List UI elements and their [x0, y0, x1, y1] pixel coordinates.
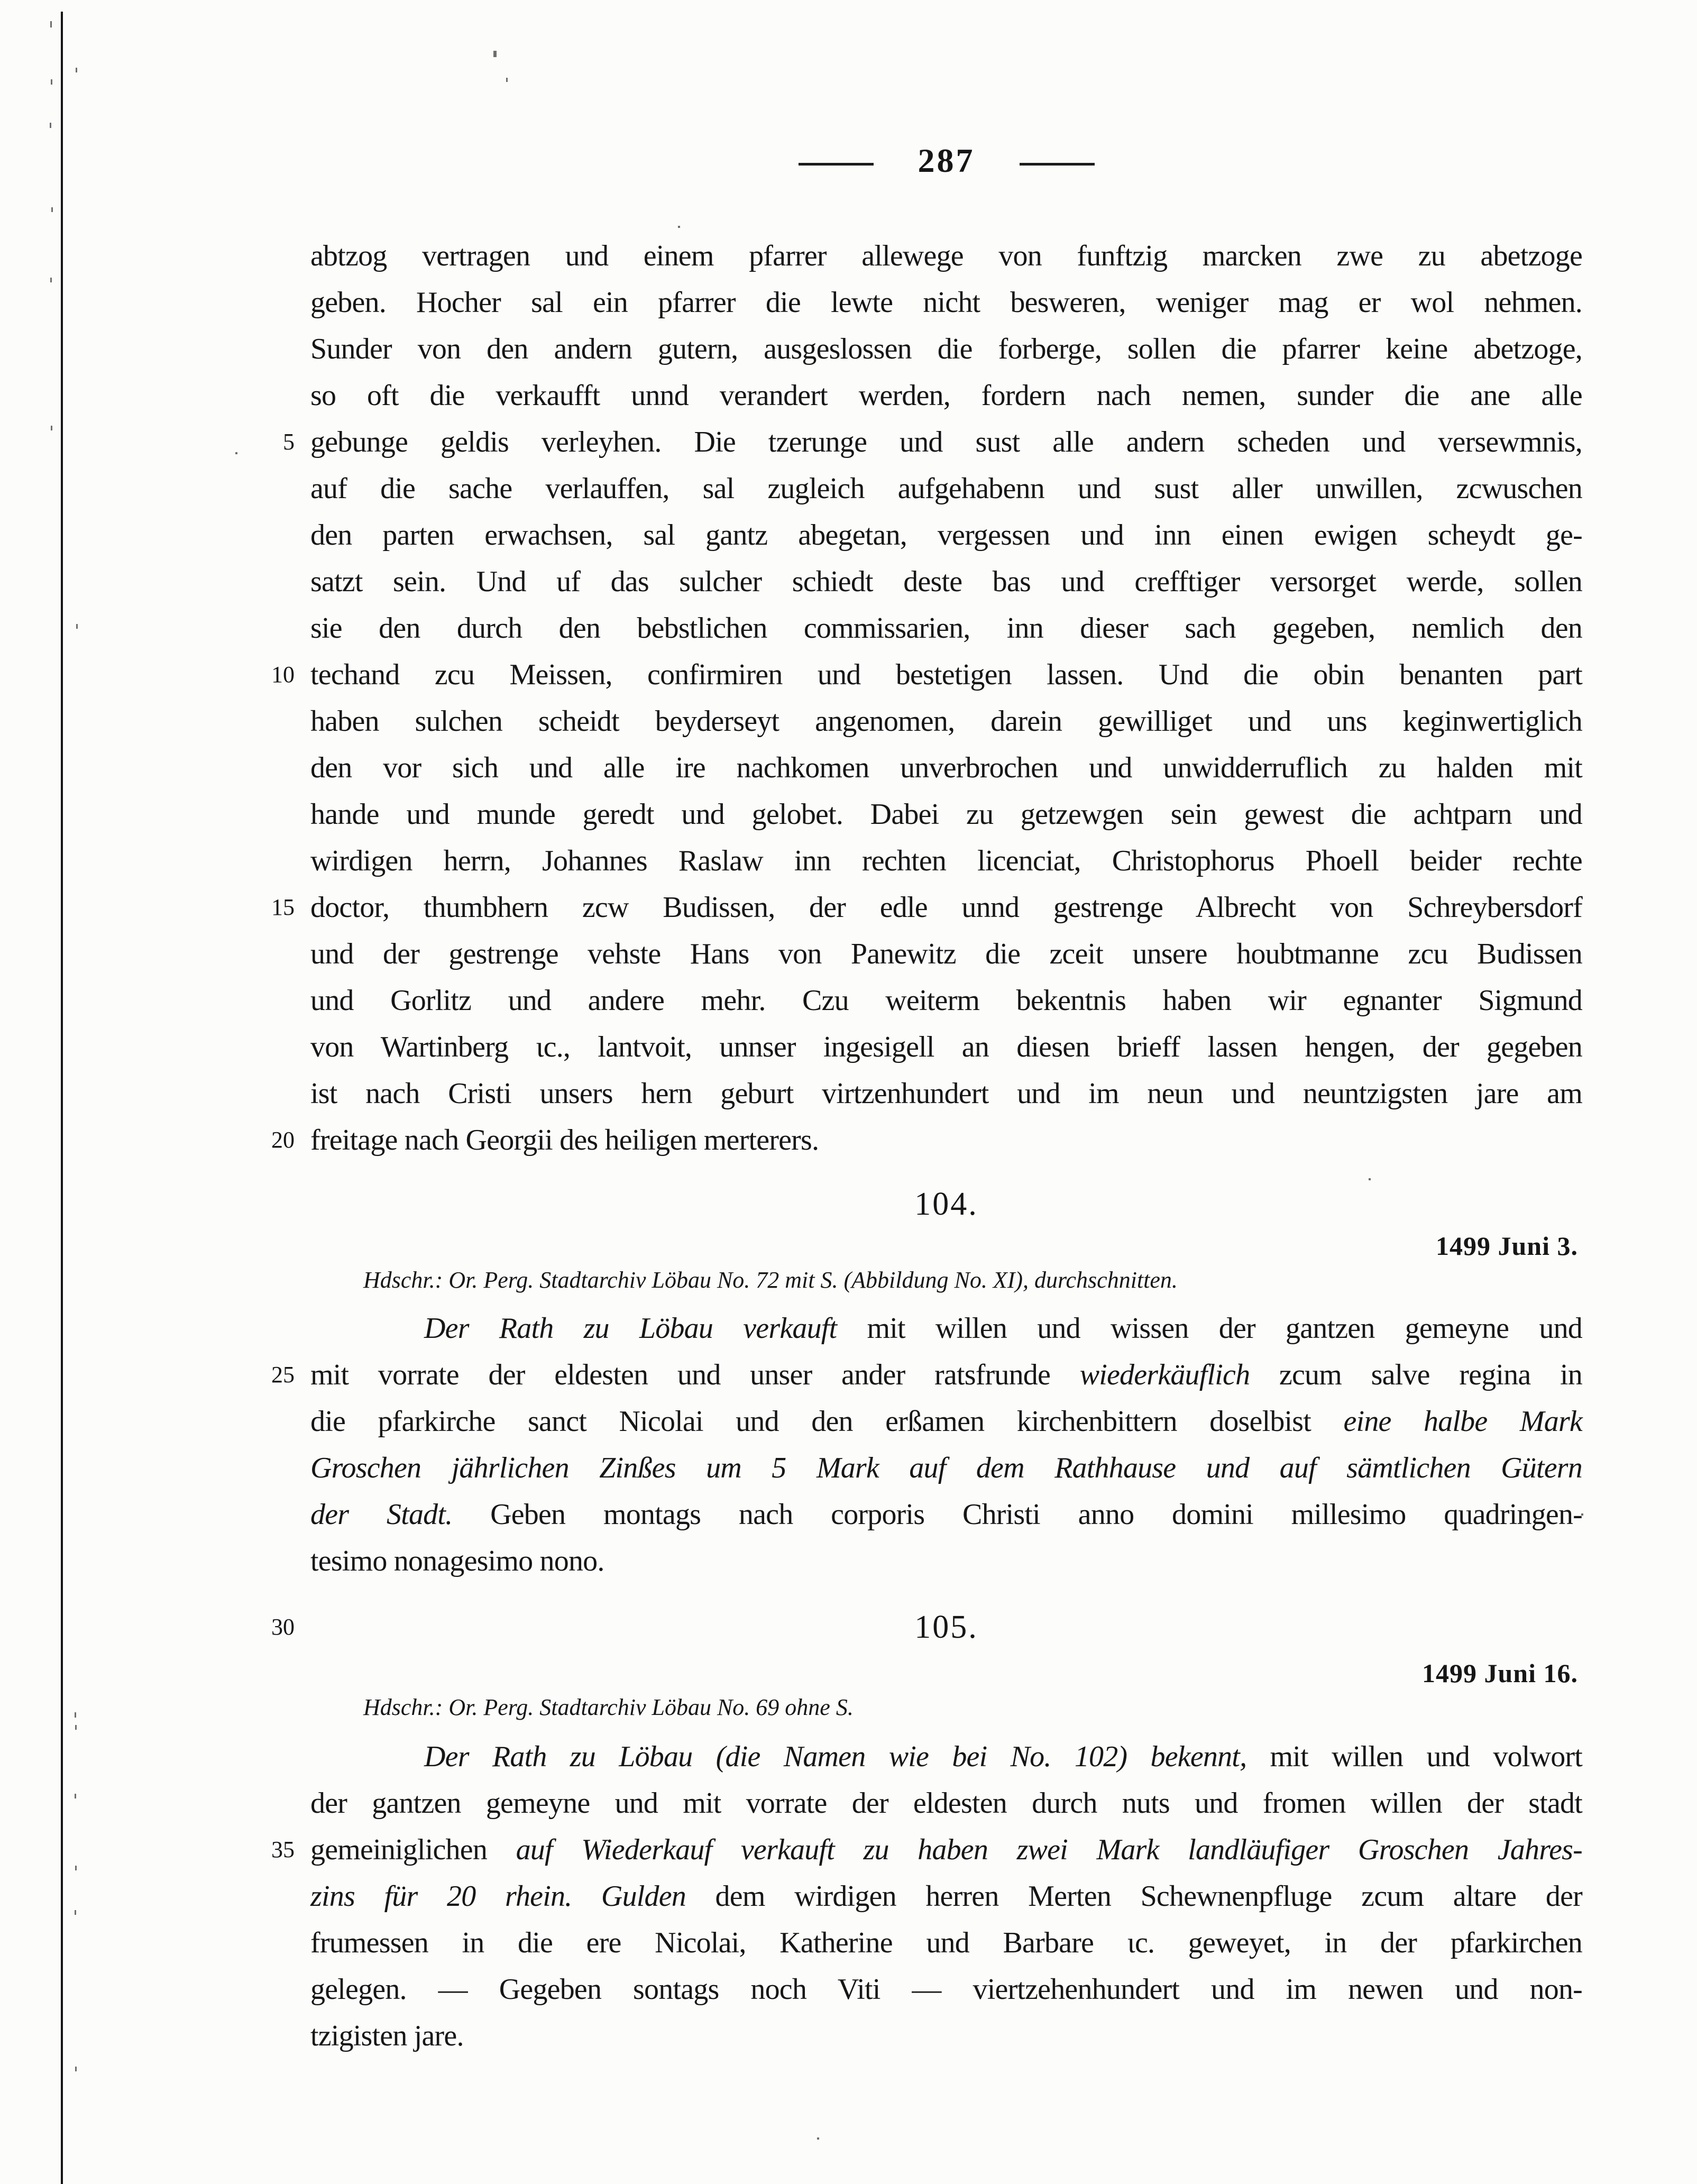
text-line [222, 1733, 1582, 1780]
italic-segment: auf Wiederkauf verkauft zu haben zwei Mark landläufiger Groschen Jahres- [516, 1833, 1582, 1866]
line-number [222, 1185, 310, 1224]
line-text [310, 1024, 1582, 1070]
line-text [310, 1538, 1582, 1584]
text-line [222, 1920, 1582, 1966]
text-line [222, 233, 1582, 279]
text-line [222, 977, 1582, 1024]
line-text [310, 745, 1582, 791]
text-line [222, 558, 1582, 605]
line-number [222, 465, 310, 512]
line-text [310, 791, 1582, 838]
scan-speck [75, 1794, 76, 1798]
line-text [310, 1873, 1582, 1920]
roman-segment: haben sulchen scheidt beyderseyt angenomen, darein gewilliget und uns keginwertiglich [310, 705, 1582, 738]
line-text [310, 279, 1582, 326]
roman-segment: gelegen. — Gegeben sontags noch Viti — viertzehenhundert und im newen und non- [310, 1973, 1582, 2006]
source-row [222, 1264, 1582, 1297]
text-line [222, 1445, 1582, 1491]
text-line [222, 1780, 1582, 1827]
line-number [222, 1491, 310, 1538]
text-line [222, 931, 1582, 977]
line-text [310, 1491, 1582, 1538]
page-header [310, 144, 1582, 178]
line-number [222, 233, 310, 279]
line-text [310, 1117, 1582, 1163]
scan-speck [506, 78, 508, 82]
text-line [222, 838, 1582, 884]
line-text [310, 698, 1582, 745]
line-number [222, 1966, 310, 2013]
line-number [222, 791, 310, 838]
line-number [222, 372, 310, 419]
scan-edge-line [61, 12, 63, 2184]
scan-speck [76, 624, 78, 629]
line-text [310, 233, 1582, 279]
scan-speck [75, 1866, 77, 1870]
roman-segment: sie den durch den bebstlichen commissarien, inn dieser sach gegeben, nemlich den [310, 612, 1582, 645]
line-number [222, 1873, 310, 1920]
line-text [310, 931, 1582, 977]
roman-segment: so oft die verkaufft unnd verandert werden, fordern nach nemen, sunder die ane alle [310, 379, 1582, 412]
date-row [222, 1231, 1582, 1261]
roman-segment: satzt sein. Und uf das sulcher schiedt deste bas und crefftiger versorget werde, sollen [310, 565, 1582, 598]
line-number [222, 698, 310, 745]
text-line [222, 279, 1582, 326]
line-text [310, 651, 1582, 698]
paragraph-gap [222, 1584, 1582, 1608]
roman-segment: freitage nach Georgii des heiligen merterers. [310, 1124, 819, 1157]
text-line [222, 1966, 1582, 2013]
line-number [222, 838, 310, 884]
italic-segment: eine halbe Mark [1343, 1405, 1582, 1438]
roman-segment: abtzog vertragen und einem pfarrer allewege von funftzig marcken zwe zu abetzoge [310, 240, 1582, 272]
line-text [310, 1445, 1582, 1491]
roman-segment: frumessen in die ere Nicolai, Katherine und Barbare ɩc. geweyet, in der pfarkirchen [310, 1926, 1582, 1959]
line-number [222, 326, 310, 372]
roman-segment: doctor, thumbhern zcw Budissen, der edle unnd gestrenge Albrecht von Schreybersdorf [310, 891, 1582, 924]
roman-segment: und der gestrenge vehste Hans von Panewitz die zceit unsere houbtmanne zcu Budissen [310, 938, 1582, 970]
section-heading: 104. [914, 1186, 978, 1222]
line-text [310, 1352, 1582, 1398]
scan-speck [75, 2067, 77, 2071]
text-line [222, 372, 1582, 419]
text-line [222, 1352, 1582, 1398]
line-number [222, 1264, 310, 1297]
scan-speck [51, 207, 53, 212]
header-dash-right [1020, 163, 1095, 166]
roman-segment: zcum salve regina in [1250, 1359, 1582, 1391]
line-number [222, 1398, 310, 1445]
heading-row [222, 1185, 1582, 1224]
scan-speck [51, 426, 52, 430]
line-text [310, 1398, 1582, 1445]
text-line [222, 605, 1582, 651]
heading-row [222, 1608, 1582, 1647]
line-text [310, 884, 1582, 931]
line-number [222, 1305, 310, 1352]
line-number [222, 605, 310, 651]
roman-segment: mit willen und volwort [1246, 1740, 1583, 1773]
text-line [222, 1070, 1582, 1117]
text-line [222, 1024, 1582, 1070]
line-text [310, 977, 1582, 1024]
line-number: 15 [271, 894, 295, 920]
roman-segment: gebunge geldis verleyhen. Die tzerunge und sust alle andern scheden und versewmnis, [310, 426, 1582, 458]
text-line [222, 651, 1582, 698]
italic-segment: Der Rath zu Löbau (die Namen wie bei No. 102) bekennt, [424, 1740, 1247, 1773]
line-number: 25 [271, 1362, 295, 1388]
text-line [222, 1873, 1582, 1920]
scan-speck [817, 2137, 819, 2140]
line-text [310, 1920, 1582, 1966]
line-text [310, 1780, 1582, 1827]
paragraph-gap [222, 1647, 1582, 1658]
italic-segment: Der Rath zu Löbau verkauft [424, 1312, 837, 1345]
text-line [222, 1538, 1582, 1584]
line-text [310, 1827, 1582, 1873]
roman-segment: dem wirdigen herren Merten Schewnenpfluge zcum altare der [686, 1880, 1582, 1913]
roman-segment: ist nach Cristi unsers hern geburt virtzenhundert und im neun und neuntzigsten jare am [310, 1077, 1582, 1110]
content [222, 233, 1582, 2059]
line-number [222, 1658, 310, 1688]
paragraph-gap [222, 1163, 1582, 1185]
roman-segment: mit vorrate der eldesten und unser ander ratsfrunde [310, 1359, 1080, 1391]
text-line [222, 745, 1582, 791]
line-text [310, 419, 1582, 465]
line-number [222, 1070, 310, 1117]
italic-segment: der Stadt. [310, 1498, 453, 1531]
text-line [222, 884, 1582, 931]
line-number [222, 512, 310, 558]
line-text [310, 1733, 1582, 1780]
scan-speck [493, 51, 497, 57]
roman-segment: geben. Hocher sal ein pfarrer die lewte nicht besweren, weniger mag er wol nehmen. [310, 286, 1582, 319]
section-heading: 105. [914, 1609, 978, 1645]
line-text [310, 372, 1582, 419]
line-text [310, 1966, 1582, 2013]
scan-speck [50, 278, 52, 282]
scan-speck [50, 21, 52, 27]
scan-speck [75, 1725, 77, 1730]
roman-segment: tesimo nonagesimo nono. [310, 1545, 604, 1577]
scan-speck [51, 79, 52, 85]
paragraph-gap [222, 1724, 1582, 1733]
text-line [222, 2013, 1582, 2059]
line-number [222, 745, 310, 791]
date-label: 1499 Juni 16. [1421, 1658, 1578, 1688]
scan-speck [50, 123, 51, 128]
text-line [222, 791, 1582, 838]
line-number: 10 [271, 662, 295, 687]
roman-segment: und Gorlitz und andere mehr. Czu weiterm bekentnis haben wir egnanter Sigmund [310, 984, 1582, 1017]
scan-speck [75, 1712, 76, 1718]
scan-speck [678, 226, 680, 228]
line-number [222, 2013, 310, 2059]
italic-segment: zins für 20 rhein. Gulden [310, 1880, 686, 1913]
line-text [310, 605, 1582, 651]
line-number: 5 [283, 429, 295, 455]
date-label: 1499 Juni 3. [1435, 1231, 1578, 1261]
line-number [222, 558, 310, 605]
text-line [222, 1827, 1582, 1873]
paragraph-gap [222, 1297, 1582, 1305]
roman-segment: wirdigen herrn, Johannes Raslaw inn rechten licenciat, Christophorus Phoell beider rechte [310, 845, 1582, 877]
roman-segment: auf die sache verlauffen, sal zugleich aufgehabenn und sust aller unwillen, zcwuschen [310, 472, 1582, 505]
text-line [222, 326, 1582, 372]
text-line [222, 1398, 1582, 1445]
text-line [222, 419, 1582, 465]
roman-segment: den vor sich und alle ire nachkomen unverbrochen und unwidderruflich zu halden mit [310, 751, 1582, 784]
line-number [222, 1733, 310, 1780]
roman-segment: gemeiniglichen [310, 1833, 516, 1866]
scan-speck [75, 1910, 76, 1915]
roman-segment: die pfarkirche sanct Nicolai und den erßamen kirchenbittern doselbist [310, 1405, 1344, 1438]
page-number: 287 [918, 142, 975, 179]
roman-segment: Sunder von den andern gutern, ausgeslossen die forberge, sollen die pfarrer keine abetzoge, [310, 333, 1582, 365]
scan-speck [76, 68, 77, 72]
line-number [222, 1691, 310, 1724]
line-number [222, 1445, 310, 1491]
text-line [222, 512, 1582, 558]
line-text [310, 512, 1582, 558]
line-text [310, 558, 1582, 605]
roman-segment: Geben montags nach corporis Christi anno domini millesimo quadringen- [452, 1498, 1582, 1531]
line-text [310, 838, 1582, 884]
line-number: 30 [271, 1614, 295, 1640]
text-line [222, 698, 1582, 745]
line-text [310, 1305, 1582, 1352]
line-number [222, 1024, 310, 1070]
roman-segment: tzigisten jare. [310, 2020, 464, 2052]
source-note: Hdschr.: Or. Perg. Stadtarchiv Löbau No. 69 ohne S. [363, 1694, 854, 1720]
date-row [222, 1658, 1582, 1688]
text-line [222, 1305, 1582, 1352]
roman-segment: techand zcu Meissen, confirmiren und bestetigen lassen. Und die obin benanten part [310, 658, 1582, 691]
line-number: 20 [271, 1127, 295, 1153]
italic-segment: wiederkäuflich [1079, 1359, 1250, 1391]
line-number [222, 1231, 310, 1261]
roman-segment: der gantzen gemeyne und mit vorrate der eldesten durch nuts und fromen willen der stadt [310, 1787, 1582, 1820]
paragraph-gap [222, 1224, 1582, 1231]
line-number [222, 1920, 310, 1966]
source-note: Hdschr.: Or. Perg. Stadtarchiv Löbau No. 72 mit S. (Abbildung No. XI), durchschnitten. [363, 1267, 1178, 1293]
line-number [222, 279, 310, 326]
text-line [222, 465, 1582, 512]
line-number [222, 931, 310, 977]
line-text [310, 1070, 1582, 1117]
header-dash-left [799, 163, 874, 166]
line-number: 35 [271, 1837, 295, 1862]
line-text [310, 326, 1582, 372]
line-number [222, 1780, 310, 1827]
roman-segment: von Wartinberg ɩc., lantvoit, unnser ingesigell an diesen brieff lassen hengen, der gegeben [310, 1031, 1582, 1063]
roman-segment: mit willen und wissen der gantzen gemeyne und [837, 1312, 1582, 1345]
line-text [310, 465, 1582, 512]
text-line [222, 1117, 1582, 1163]
source-row [222, 1691, 1582, 1724]
line-number [222, 977, 310, 1024]
italic-segment: Groschen jährlichen Zinßes um 5 Mark auf dem Rathhause und auf sämtlichen Gütern [310, 1452, 1582, 1484]
line-number [222, 1538, 310, 1584]
text-line [222, 1491, 1582, 1538]
roman-segment: hande und munde geredt und gelobet. Dabei zu getzewgen sein gewest die achtparn und [310, 798, 1582, 831]
line-text [310, 2013, 1582, 2059]
roman-segment: den parten erwachsen, sal gantz abegetan, vergessen und inn einen ewigen scheydt ge- [310, 519, 1582, 552]
